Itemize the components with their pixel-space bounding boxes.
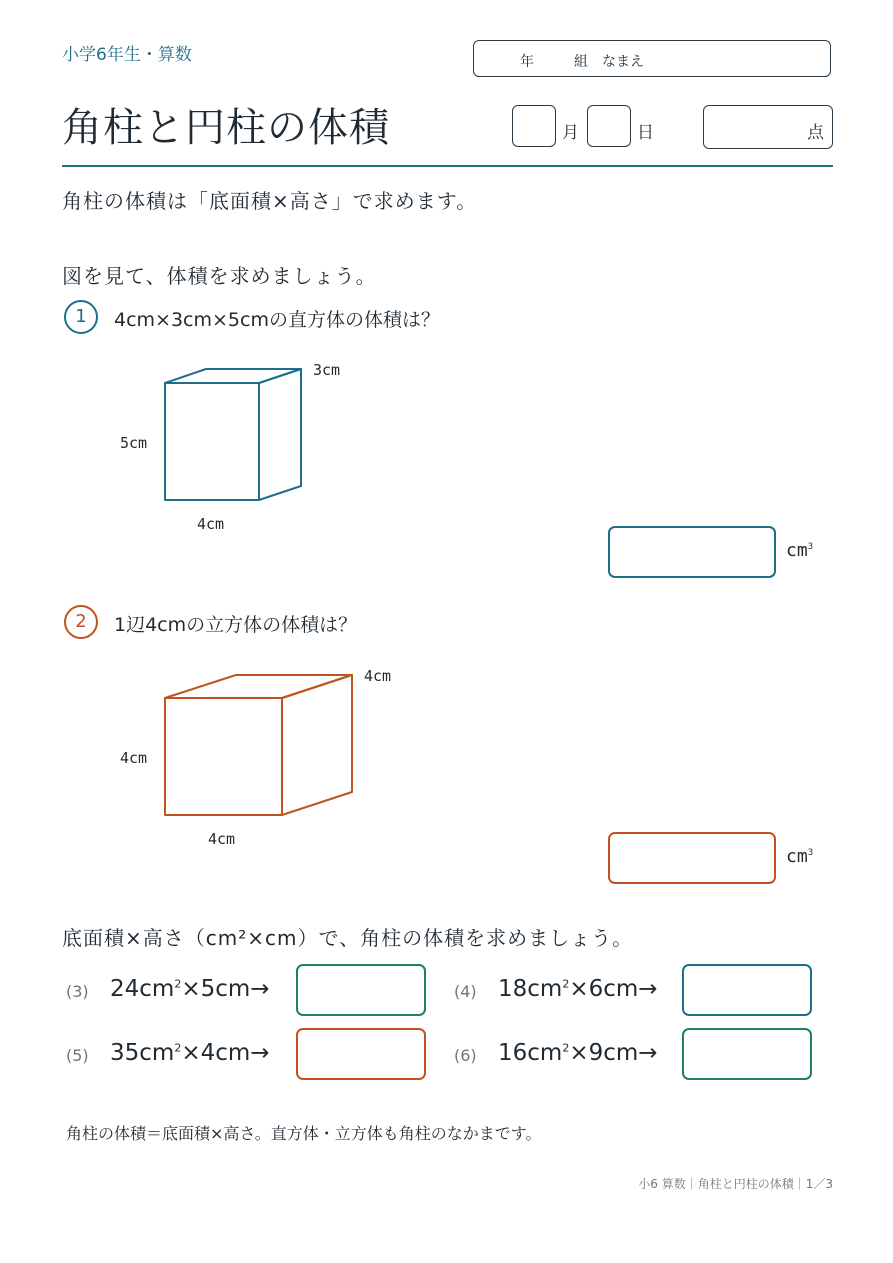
year-label: 年	[520, 54, 534, 70]
page-title: 角柱と円柱の体積	[62, 105, 390, 151]
calc-5-number: (5)	[66, 1046, 89, 1065]
question-number-1: 1	[64, 300, 98, 334]
question-1-text: 4cm×3cm×5cmの直方体の体積は？	[114, 309, 440, 331]
cube-top-face	[165, 675, 352, 698]
calc-6-expression: $16cm^2\times 9cm\to$	[498, 1040, 658, 1066]
cube-front-face	[165, 698, 282, 815]
question-2-text: 1辺4cmの立方体の体積は？	[114, 614, 358, 636]
score-label: 点	[807, 123, 824, 143]
month-label: 月	[562, 123, 579, 143]
q1-height-label: 5cm	[120, 434, 148, 452]
name-label: なまえ	[602, 54, 644, 70]
intro-text: 角柱の体積は「底面積×高さ」で求めます。	[62, 189, 478, 213]
q2-depth-label: 4cm	[364, 667, 392, 685]
calc-5-expression: $35cm^2\times 4cm\to$	[110, 1040, 270, 1066]
cuboid-side-face	[259, 369, 301, 500]
calc-5-answer-box[interactable]	[296, 1028, 426, 1080]
section1-instruction: 図を見て、体積を求めましょう。	[62, 264, 377, 288]
page-footer: 小6 算数｜角柱と円柱の体積｜1／3	[638, 1177, 833, 1191]
calc-3-number: (3)	[66, 982, 89, 1001]
q1-answer-box[interactable]	[608, 526, 776, 578]
calc-6-answer-box[interactable]	[682, 1028, 812, 1080]
section2-instruction: 底面積×高さ（cm²×cm）で、角柱の体積を求めましょう。	[62, 926, 634, 950]
q2-width-label: 4cm	[208, 830, 236, 848]
calc-4-answer-box[interactable]	[682, 964, 812, 1016]
q1-depth-label: 3cm	[313, 361, 341, 379]
q2-unit: $cm^3$	[786, 846, 814, 867]
calc-3-expression: $24cm^2\times 5cm\to$	[110, 976, 270, 1002]
calc-6-number: (6)	[454, 1046, 477, 1065]
calc-4-number: (4)	[454, 982, 477, 1001]
grade-label: 小学6年生・算数	[62, 45, 192, 65]
cube-side-face	[282, 675, 352, 815]
summary-note: 角柱の体積＝底面積×高さ。直方体・立方体も角柱のなかまです。	[66, 1124, 542, 1143]
calc-3-answer-box[interactable]	[296, 964, 426, 1016]
q1-width-label: 4cm	[197, 515, 225, 533]
question-number-2: 2	[64, 605, 98, 639]
day-label: 日	[637, 123, 654, 143]
class-label: 組	[574, 54, 588, 70]
q2-height-label: 4cm	[120, 749, 148, 767]
q2-answer-box[interactable]	[608, 832, 776, 884]
calc-4-expression: $18cm^2\times 6cm\to$	[498, 976, 658, 1002]
q1-unit: $cm^3$	[786, 540, 814, 561]
cuboid-front-face	[165, 383, 259, 500]
